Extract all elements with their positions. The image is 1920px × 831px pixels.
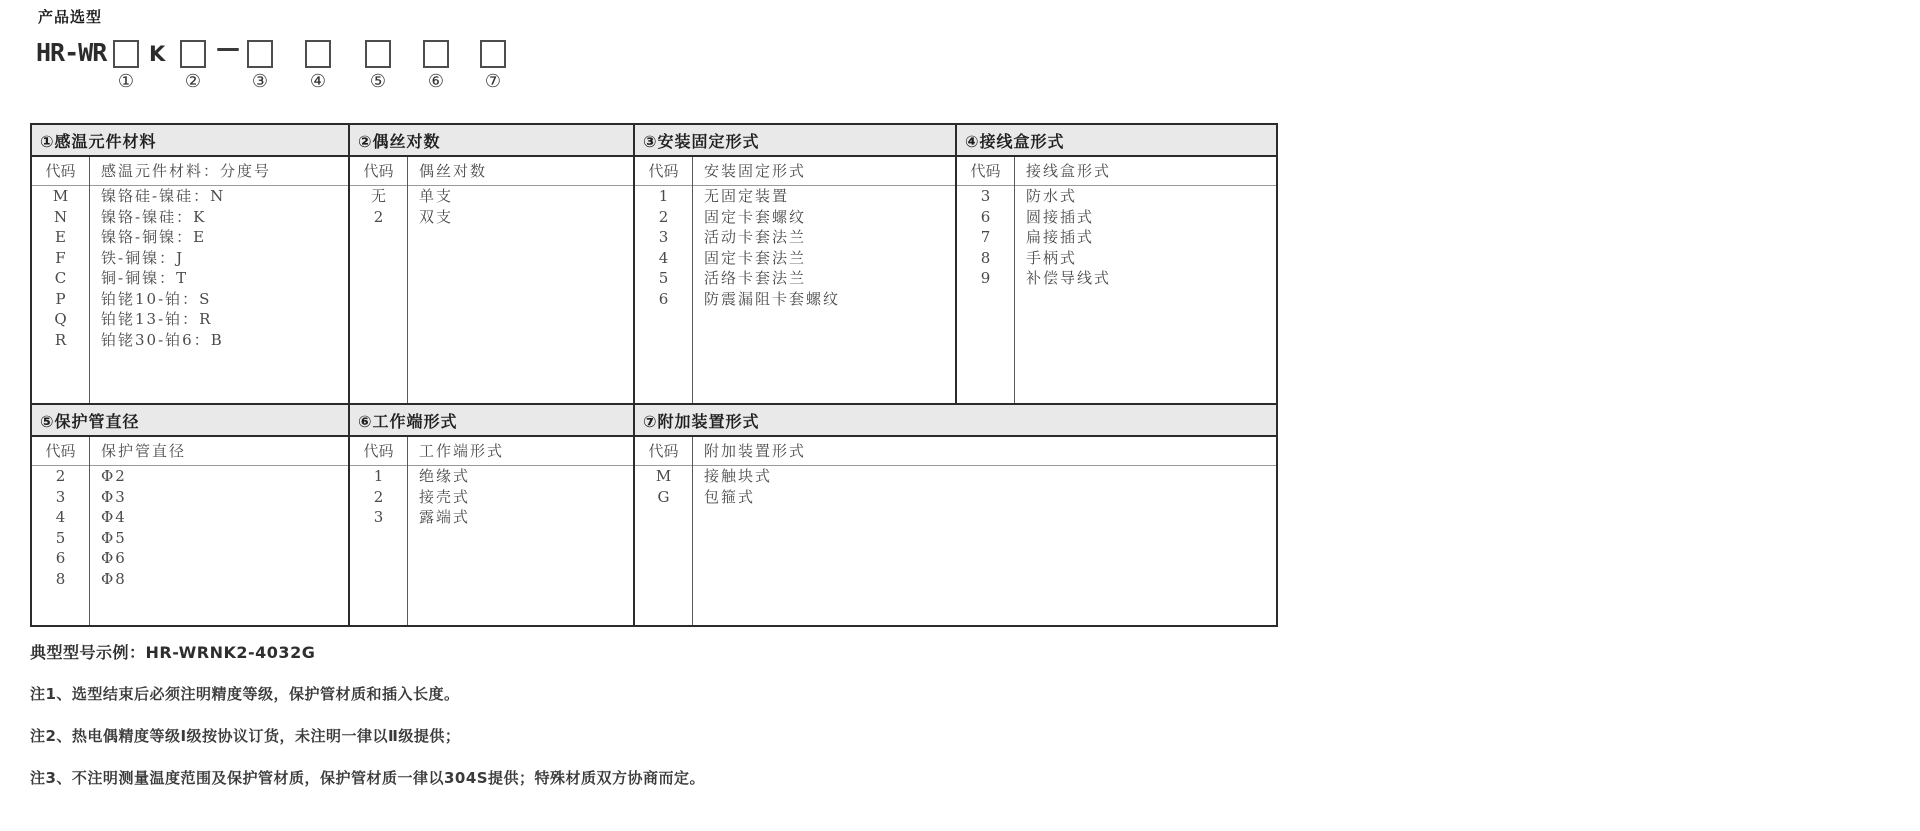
code-cell: C — [54, 269, 67, 287]
table-row — [957, 268, 1276, 289]
table-row — [635, 466, 1276, 487]
desc-cell: 圆接插式 — [1026, 207, 1095, 226]
table-row — [350, 507, 633, 528]
table-row — [32, 309, 348, 330]
position-circle-5: ⑤ — [369, 71, 387, 92]
model-box-1 — [113, 40, 139, 68]
code-cell: M — [52, 187, 69, 205]
example-model-text: 典型型号示例：HR-WRNK2-4032G — [30, 643, 316, 662]
selection-table-4 — [957, 125, 1276, 403]
desc-cell: Φ6 — [101, 549, 127, 567]
table-row — [32, 186, 348, 207]
code-cell: G — [657, 487, 670, 506]
desc-cell: 扁接插式 — [1026, 228, 1095, 246]
table-row — [635, 268, 955, 289]
selection-table-grid — [30, 123, 1278, 627]
table-4-title: ④接线盒形式 — [957, 125, 1276, 157]
model-box-6 — [423, 40, 449, 68]
table-row — [957, 248, 1276, 269]
table-row — [32, 289, 348, 310]
selection-table-1 — [32, 125, 350, 403]
desc-column-header: 偶丝对数 — [419, 162, 488, 180]
desc-cell: 包箍式 — [704, 487, 756, 506]
note-2: 注2、热电偶精度等级I级按协议订货，未注明一律以Ⅱ级提供； — [30, 727, 461, 745]
column-divider — [407, 157, 408, 403]
code-cell: N — [53, 207, 68, 226]
code-cell: 8 — [980, 248, 991, 267]
table-5-header-row — [32, 437, 348, 466]
desc-cell: 绝缘式 — [419, 467, 471, 485]
code-cell: 5 — [55, 528, 66, 547]
code-cell: P — [55, 289, 66, 308]
table-band-2 — [32, 405, 1276, 625]
desc-cell: 铂铑10-铂：S — [101, 289, 212, 308]
desc-column-header: 附加装置形式 — [704, 442, 807, 460]
table-row — [32, 528, 348, 549]
table-row — [350, 207, 633, 228]
desc-cell: 无固定装置 — [704, 187, 790, 205]
desc-cell: 铁-铜镍：J — [101, 248, 185, 267]
code-cell: 6 — [980, 207, 991, 226]
table-2-header-row — [350, 157, 633, 186]
table-2-title: ②偶丝对数 — [350, 125, 633, 157]
desc-column-header: 保护管直径 — [101, 442, 187, 460]
position-circle-7: ⑦ — [484, 71, 502, 92]
table-row — [957, 207, 1276, 228]
column-divider — [692, 437, 693, 625]
selection-table-2 — [350, 125, 635, 403]
desc-cell: 镍铬硅-镍硅：N — [101, 187, 226, 205]
desc-cell: 接触块式 — [704, 467, 773, 485]
desc-cell: 镍铬-镍硅：K — [101, 207, 207, 226]
table-7-header-row — [635, 437, 1276, 466]
desc-cell: 补偿导线式 — [1026, 269, 1112, 287]
table-row — [32, 330, 348, 351]
desc-cell: 接壳式 — [419, 487, 471, 506]
table-row — [32, 507, 348, 528]
table-row — [350, 186, 633, 207]
desc-cell: 活动卡套法兰 — [704, 228, 807, 246]
table-row — [32, 268, 348, 289]
code-cell: 3 — [658, 228, 669, 246]
table-6-title: ⑥工作端形式 — [350, 405, 633, 437]
column-divider — [89, 157, 90, 403]
table-row — [32, 248, 348, 269]
code-cell: E — [55, 228, 66, 246]
desc-column-header: 感温元件材料：分度号 — [101, 162, 272, 180]
desc-cell: 固定卡套螺纹 — [704, 207, 807, 226]
table-row — [635, 227, 955, 248]
code-cell: F — [55, 248, 66, 267]
desc-cell: 铂铑13-铂：R — [101, 310, 213, 328]
code-cell: 3 — [373, 508, 384, 526]
desc-cell: 活络卡套法兰 — [704, 269, 807, 287]
table-6-header-row — [350, 437, 633, 466]
table-4-header-row — [957, 157, 1276, 186]
desc-cell: 铂铑30-铂6：B — [101, 330, 224, 349]
position-circle-4: ④ — [309, 71, 327, 92]
desc-column-header: 工作端形式 — [419, 442, 505, 460]
model-fixed-letter: K — [149, 42, 166, 66]
table-row — [635, 186, 955, 207]
desc-cell: Φ8 — [101, 569, 127, 588]
code-cell: 2 — [55, 467, 66, 485]
table-3-body — [635, 157, 955, 403]
table-3-header-row — [635, 157, 955, 186]
code-cell: 8 — [55, 569, 66, 588]
desc-cell: 防震漏阻卡套螺纹 — [704, 289, 841, 308]
selection-table-7 — [635, 405, 1276, 625]
table-row — [350, 487, 633, 508]
table-row — [32, 487, 348, 508]
table-3-title: ③安装固定形式 — [635, 125, 955, 157]
code-cell: 2 — [658, 207, 669, 226]
selection-table-6 — [350, 405, 635, 625]
code-cell: 2 — [373, 487, 384, 506]
table-row — [32, 227, 348, 248]
column-divider — [692, 157, 693, 403]
model-box-5 — [365, 40, 391, 68]
code-cell: 无 — [370, 187, 386, 205]
table-1-body — [32, 157, 348, 403]
code-cell: 3 — [55, 487, 66, 506]
table-band-1 — [32, 125, 1276, 405]
code-column-header: 代码 — [648, 442, 679, 460]
page-title: 产品选型 — [38, 8, 103, 26]
code-cell: 4 — [658, 248, 669, 267]
model-prefix: HR-WR — [36, 38, 107, 67]
table-row — [635, 487, 1276, 508]
model-box-7 — [480, 40, 506, 68]
desc-cell: 单支 — [419, 187, 454, 205]
table-row — [32, 466, 348, 487]
model-box-4 — [305, 40, 331, 68]
table-row — [635, 248, 955, 269]
desc-cell: Φ5 — [101, 528, 127, 547]
position-circle-3: ③ — [251, 71, 269, 92]
table-1-title: ①感温元件材料 — [32, 125, 348, 157]
code-cell: 4 — [55, 508, 66, 526]
table-5-title: ⑤保护管直径 — [32, 405, 348, 437]
table-6-body — [350, 437, 633, 625]
code-cell: 6 — [658, 289, 669, 308]
code-column-header: 代码 — [363, 442, 394, 460]
table-row — [32, 207, 348, 228]
model-separator: — — [216, 34, 240, 62]
column-divider — [89, 437, 90, 625]
table-2-body — [350, 157, 633, 403]
table-row — [957, 227, 1276, 248]
code-cell: M — [655, 467, 672, 485]
table-row — [32, 569, 348, 590]
table-7-title: ⑦附加装置形式 — [635, 405, 1276, 437]
desc-cell: 铜-铜镍：T — [101, 269, 189, 287]
table-row — [957, 186, 1276, 207]
code-cell: 1 — [658, 187, 669, 205]
code-cell: 6 — [55, 549, 66, 567]
note-1: 注1、选型结束后必须注明精度等级，保护管材质和插入长度。 — [30, 685, 460, 703]
table-row — [635, 289, 955, 310]
code-cell: 3 — [980, 187, 991, 205]
code-cell: 2 — [373, 207, 384, 226]
desc-cell: 固定卡套法兰 — [704, 248, 807, 267]
model-box-3 — [247, 40, 273, 68]
column-divider — [1014, 157, 1015, 403]
desc-cell: 手柄式 — [1026, 248, 1078, 267]
desc-cell: 双支 — [419, 207, 454, 226]
position-circle-2: ② — [184, 71, 202, 92]
code-cell: 1 — [373, 467, 384, 485]
desc-cell: 防水式 — [1026, 187, 1078, 205]
code-column-header: 代码 — [45, 162, 76, 180]
table-row — [635, 207, 955, 228]
code-cell: Q — [54, 310, 67, 328]
position-circle-1: ① — [117, 71, 135, 92]
selection-table-3 — [635, 125, 957, 403]
code-column-header: 代码 — [970, 162, 1001, 180]
desc-cell: Φ4 — [101, 508, 127, 526]
note-3: 注3、不注明测量温度范围及保护管材质，保护管材质一律以304S提供；特殊材质双方协商而定。 — [30, 769, 706, 787]
desc-cell: Φ3 — [101, 487, 127, 506]
desc-column-header: 安装固定形式 — [704, 162, 807, 180]
table-7-body — [635, 437, 1276, 625]
desc-cell: 镍铬-铜镍：E — [101, 228, 207, 246]
column-divider — [407, 437, 408, 625]
code-column-header: 代码 — [648, 162, 679, 180]
code-column-header: 代码 — [363, 162, 394, 180]
code-cell: 9 — [980, 269, 991, 287]
selection-table-5 — [32, 405, 350, 625]
desc-column-header: 接线盒形式 — [1026, 162, 1112, 180]
table-5-body — [32, 437, 348, 625]
code-cell: 5 — [658, 269, 669, 287]
position-circle-6: ⑥ — [427, 71, 445, 92]
table-row — [350, 466, 633, 487]
code-column-header: 代码 — [45, 442, 76, 460]
model-box-2 — [180, 40, 206, 68]
table-row — [32, 548, 348, 569]
code-cell: R — [54, 330, 67, 349]
table-1-header-row — [32, 157, 348, 186]
code-cell: 7 — [980, 228, 991, 246]
table-4-body — [957, 157, 1276, 403]
desc-cell: Φ2 — [101, 467, 127, 485]
desc-cell: 露端式 — [419, 508, 471, 526]
